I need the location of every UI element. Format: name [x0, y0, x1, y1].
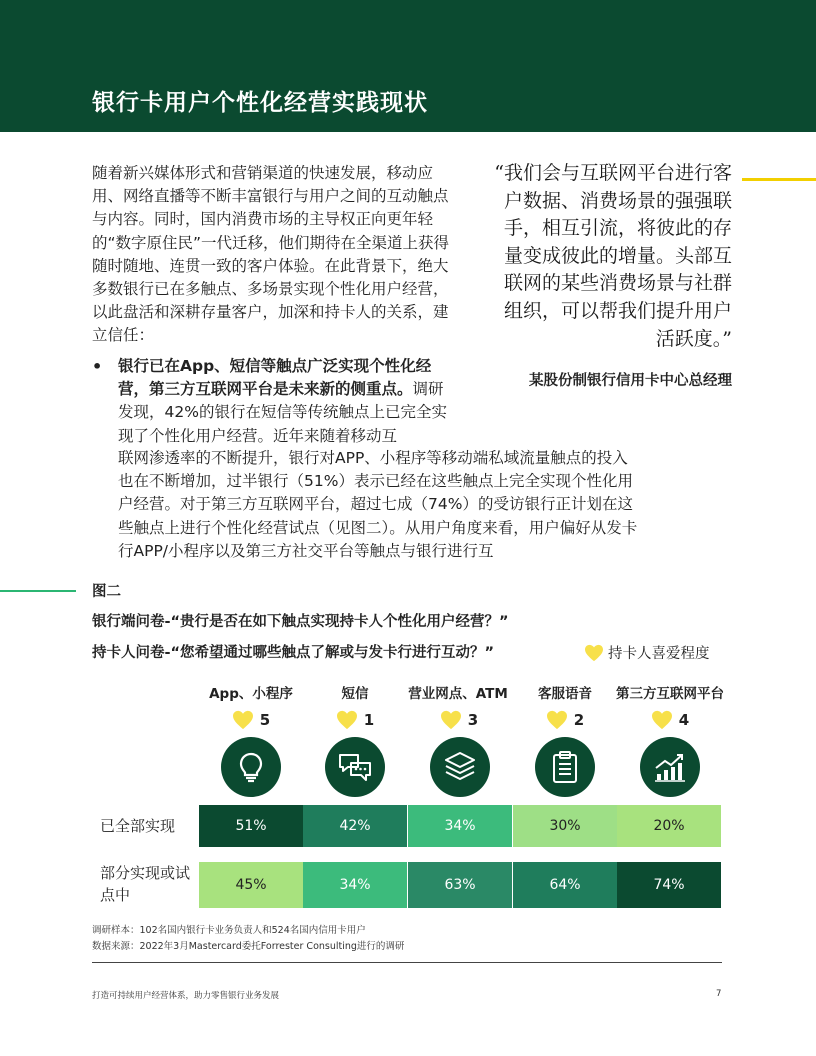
score-value: 2: [573, 711, 585, 729]
heart-icon: [232, 710, 254, 730]
figure-accent-rule: [0, 590, 76, 592]
bullet-body-a: 调研发现，42%的银行在短信等传统触点上已完全实现了个性化用户经营。近年来随着移动互: [118, 380, 447, 445]
clipboard-icon: [550, 749, 580, 785]
voice-circle: [535, 737, 595, 797]
bar-growth-icon: [652, 750, 688, 784]
row-label-full: 已全部实现: [100, 817, 176, 835]
branch-circle: [430, 737, 490, 797]
thirdparty-circle: [640, 737, 700, 797]
cardholder-question: 持卡人问卷-“您希望通过哪些触点了解或与发卡行进行互动？”: [92, 645, 495, 661]
score-value: 3: [467, 711, 479, 729]
score-thirdparty: [618, 710, 722, 730]
chat-bubbles-icon: [337, 750, 373, 784]
column-header-branch: 营业网点、ATM: [408, 686, 508, 702]
footer-title: 打造可持续用户经营体系，助力零售银行业务发展: [92, 991, 280, 1001]
score-value: 5: [259, 711, 271, 729]
bullet-bold-lead: 银行已在App、短信等触点广泛实现个性化经营，第三方互联网平台是未来新的侧重点。: [118, 357, 432, 399]
cell-full-branch: 34%: [408, 805, 512, 847]
column-header-voice: 客服语音: [538, 686, 592, 702]
cell-partial-thirdparty: 74%: [617, 862, 721, 908]
figure-label: 图二: [92, 584, 121, 600]
cell-partial-app: 45%: [199, 862, 303, 908]
score-sms: [303, 710, 407, 730]
bullet-text-part1: [118, 355, 456, 448]
intro-paragraph: 随着新兴媒体形式和营销渠道的快速发展，移动应用、网络直播等不断丰富银行与用户之间的互动触点与内容。同时，国内消费市场的主导权正向更年轻的“数字原住民”一代迁移，他们期待在全渠道上获得随时随地、连贯一致的客户体验。在此背景下，绝大多数银行已在多触点、多场景实现个性化用户经营，以此盘活和深耕存量客户，加深和持卡人的关系，建立信任：: [92, 164, 450, 345]
score-app: [199, 710, 303, 730]
heart-icon: [336, 710, 358, 730]
bullet-text-part2: 联网渗透率的不断提升，银行对APP、小程序等移动端私域流量触点的投入也在不断增加，过半银行（51%）表示已经在这些触点上完全实现个性化用户经营。对于第三方互联网平台，超过七成（74%）的受访银行正计划在这些触点上进行个性化经营试点（见图二）。从用户角度来看，用户偏好从发卡行APP/小程序以及第三方社交平台等触点与银行进行互: [118, 449, 638, 560]
bullet-marker: •: [92, 357, 103, 376]
heart-icon: [440, 710, 462, 730]
cell-partial-voice: 64%: [513, 862, 617, 908]
score-branch: [407, 710, 511, 730]
legend: [584, 642, 710, 663]
column-header-thirdparty: 第三方互联网平台: [616, 686, 724, 702]
cell-full-thirdparty: 20%: [617, 805, 721, 847]
column-header-sms: 短信: [341, 686, 369, 702]
cell-full-app: 51%: [199, 805, 303, 847]
cell-partial-branch: 63%: [408, 862, 512, 908]
score-value: 4: [678, 711, 690, 729]
lightbulb-icon: [234, 750, 268, 784]
sms-circle: [325, 737, 385, 797]
row-label-partial: 部分实现或试点中: [100, 864, 191, 904]
column-header-app: App、小程序: [209, 686, 293, 702]
page-number: 7: [716, 989, 722, 999]
heart-icon: [584, 644, 604, 662]
score-voice: [513, 710, 617, 730]
cell-full-voice: 30%: [513, 805, 617, 847]
footer-rule: [92, 962, 722, 963]
heart-icon: [546, 710, 568, 730]
layers-icon: [442, 749, 478, 785]
quote-attribution: 某股份制银行信用卡中心总经理: [529, 373, 732, 389]
cell-partial-sms: 34%: [303, 862, 407, 908]
page-header: [0, 0, 816, 132]
page-title: 银行卡用户个性化经营实践现状: [92, 90, 428, 116]
app-circle: [221, 737, 281, 797]
footnote-sample: 调研样本：102名国内银行卡业务负责人和524名国内信用卡用户: [92, 925, 366, 936]
score-value: 1: [363, 711, 375, 729]
footnote-source: 数据来源：2022年3月Mastercard委托Forrester Consulting进行的调研: [92, 941, 405, 952]
legend-label: 持卡人喜爱程度: [608, 646, 710, 662]
heart-icon: [651, 710, 673, 730]
pull-quote: “我们会与互联网平台进行客户数据、消费场景的强强联手，相互引流，将彼此的存量变成彼此的增量。头部互联网的某些消费场景与社群组织，可以帮我们提升用户活跃度。”: [494, 162, 732, 350]
quote-accent-line: [742, 178, 816, 181]
bank-question: 银行端问卷-“贵行是否在如下触点实现持卡人个性化用户经营？”: [92, 614, 509, 630]
cell-full-sms: 42%: [303, 805, 407, 847]
